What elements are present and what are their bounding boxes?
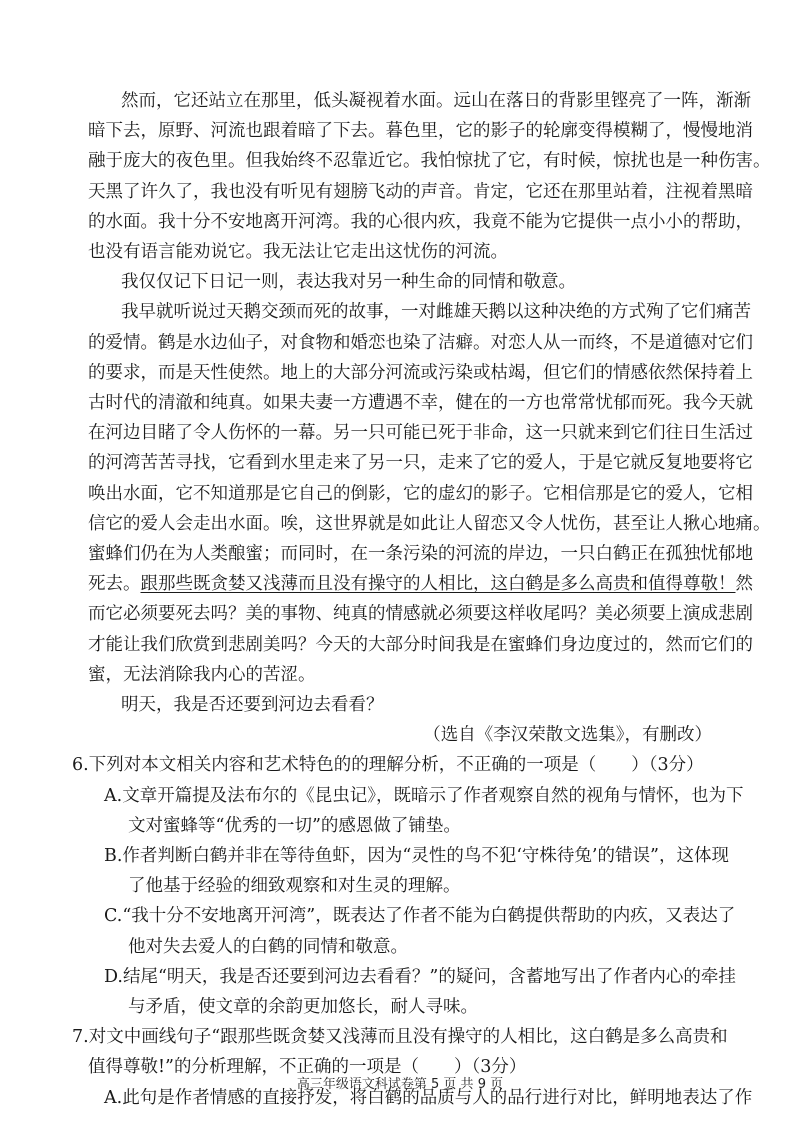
question-6-option-c: C.“我十分不安地离开河湾”，既表达了作者不能为白鹤提供帮助的内疚，又表达了 bbox=[104, 906, 736, 927]
passage-line: 蜜，无法消除我内心的苦涩。 bbox=[88, 664, 316, 685]
passage-line: 暗下去，原野、河流也跟着暗了下去。暮色里，它的影子的轮廓变得模糊了，慢慢地消 bbox=[88, 121, 753, 142]
passage-line: 唤出水面，它不知道那是它自己的倒影，它的虚幻的影子。它相信那是它的爱人，它相 bbox=[88, 483, 753, 504]
question-7-option-a: A.此句是作者情感的直接抒发，将白鹤的品质与人的品行进行对比，鲜明地表达了作 bbox=[104, 1087, 753, 1108]
passage-line: 而它必须要死去吗？美的事物、纯真的情感就必须要这样收尾吗？美必须要上演成悲剧 bbox=[88, 604, 753, 625]
question-7-stem-cont: 值得尊敬!”的分析理解，不正确的一项是（ ）（3分） bbox=[88, 1057, 527, 1078]
question-7-stem: 7.对文中画线句子“跟那些既贪婪又浅薄而且没有操守的人相比，这白鹤是多么高贵和 bbox=[72, 1027, 728, 1048]
question-6-option-a: A.文章开篇提及法布尔的《昆虫记》，既暗示了作者观察自然的视角与情怀，也为下 bbox=[104, 785, 744, 806]
passage-line: 的河湾苦苦寻找，它看到水里走来了另一只，走来了它的爱人，于是它就反复地要将它 bbox=[88, 453, 753, 474]
passage-line: 明天，我是否还要到河边去看看？ bbox=[121, 695, 384, 715]
passage-line: 也没有语言能劝说它。我无法让它走出这忧伤的河流。 bbox=[88, 242, 508, 262]
passage-line: 融于庞大的夜色里。但我始终不忍靠近它。我怕惊扰了它，有时候，惊扰也是一种伤害。 bbox=[88, 151, 771, 172]
question-6-option-d-cont: 与矛盾，使文章的余韵更加悠长，耐人寻味。 bbox=[128, 997, 478, 1017]
passage-line: 蜜蜂们仍在为人类酿蜜；而同时，在一条污染的河流的岸边，一只白鹤正在孤独忧郁地 bbox=[88, 544, 753, 564]
question-6-option-d: D.结尾“明天，我是否还要到河边去看看？”的疑问，含蓄地写出了作者内心的牵挂 bbox=[104, 966, 736, 987]
underlined-sentence: 跟那些既贪婪又浅薄而且没有操守的人相比，这白鹤是多么高贵和值得尊敬！ bbox=[140, 574, 736, 595]
passage-line: 我仅仅记下日记一则，表达我对另一种生命的同情和敬意。 bbox=[121, 272, 576, 293]
passage-line: 才能让我们欣赏到悲剧美吗？今天的大部分时间我是在蜜蜂们身边度过的，然而它们的 bbox=[88, 634, 753, 655]
text-before-underline: 死去。 bbox=[88, 574, 141, 595]
passage-line: 的水面。我十分不安地离开河湾。我的心很内疚，我竟不能为它提供一点小小的帮助， bbox=[88, 211, 753, 232]
passage-line: 然而，它还站立在那里，低头凝视着水面。远山在落日的背影里铿亮了一阵，渐渐 bbox=[121, 91, 751, 111]
passage-line: 信它的爱人会走出水面。唉，这世界就是如此让人留恋又令人忧伤，甚至让人揪心地痛。 bbox=[88, 513, 771, 534]
page-footer: 高三年级语文科试卷第 5 页 共 9 页 bbox=[296, 1077, 504, 1092]
question-6-stem: 6.下列对本文相关内容和艺术特色的的理解分析，不正确的一项是（ ）（3分） bbox=[72, 755, 704, 776]
passage-line: 我早就听说过天鹅交颈而死的故事，一对雌雄天鹅以这种决绝的方式殉了它们痛苦 bbox=[121, 302, 751, 323]
source-citation: （选自《李汉荣散文选集》，有删改） bbox=[423, 725, 712, 746]
passage-line: 的爱情。鹤是水边仙子，对食物和婚恋也染了洁癖。对恋人从一而终，不是道德对它们 bbox=[88, 332, 753, 353]
question-6-option-b: B.作者判断白鹤并非在等待鱼虾，因为“灵性的鸟不犯‘守株待兔’的错误”，这体现 bbox=[104, 846, 729, 866]
passage-line: 在河边目睹了令人伤怀的一幕。另一只可能已死于非命，这一只就来到它们往日生活过 bbox=[88, 423, 753, 444]
passage-line: 天黑了许久了，我也没有听见有翅膀飞动的声音。肯定，它还在那里站着，注视着黑暗 bbox=[88, 181, 753, 202]
passage-line: 的要求，而是天性使然。地上的大部分河流或污染或枯竭，但它们的情感依然保持着上 bbox=[88, 362, 753, 383]
text-after-underline: 然 bbox=[735, 574, 753, 595]
question-6-option-b-cont: 了他基于经验的细致观察和对生灵的理解。 bbox=[128, 876, 461, 897]
question-6-option-c-cont: 他对失去爱人的白鹤的同情和敬意。 bbox=[128, 936, 408, 957]
question-6-option-a-cont: 文对蜜蜂等“优秀的一切”的感恩做了铺垫。 bbox=[128, 815, 461, 836]
passage-line: 古时代的清澈和纯真。如果夫妻一方遭遇不幸，健在的一方也常常忧郁而死。我今天就 bbox=[88, 393, 753, 413]
passage-line-underlined bbox=[88, 570, 753, 595]
